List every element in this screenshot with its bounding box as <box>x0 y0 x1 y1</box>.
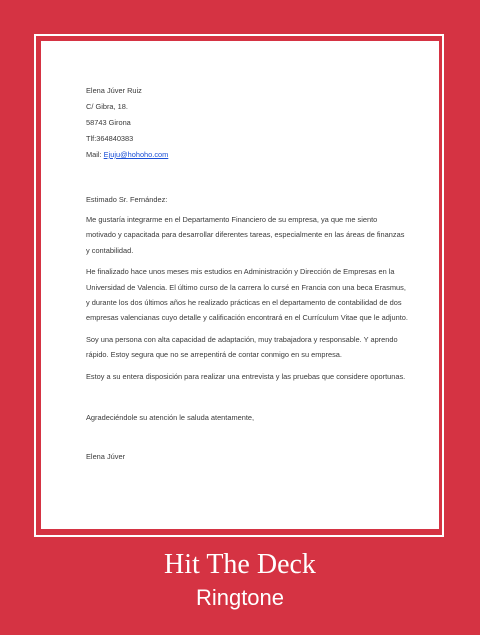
greeting: Estimado Sr. Fernández: <box>86 195 168 204</box>
caption-title: Hit The Deck <box>164 549 316 580</box>
letter-body <box>86 83 408 465</box>
paragraph-1: Me gustaría integrarme en el Departamento Financiero de su empresa, ya que me siento motivado y capacitada para desarrollar diferentes tareas, especialmente en las áreas de finanzas y contabilidad. <box>86 215 405 255</box>
paragraph-4: Estoy a su entera disposición para realizar una entrevista y las pruebas que considere oportunas. <box>86 371 406 381</box>
paragraph-3: Soy una persona con alta capacidad de adaptación, muy trabajadora y responsable. Y aprendo rápido. Estoy segura que no se arrepentirá de contar conmigo en su empresa. <box>86 334 398 360</box>
paragraph-2: He finalizado hace unos meses mis estudios en Administración y Dirección de Empresas en la Universidad de Valencia. El último curso de la carrera lo cursé en Francia con una beca Erasmus, y durante los dos últimos años he realizado prácticas en el departamento de contabilidad de dos empresas valencianas cuyo detalle y calificación encontrará en el Currículum Vitae que le adjunto. <box>86 267 408 323</box>
email-line <box>86 147 408 163</box>
email-label: Mail: <box>86 150 102 159</box>
closing: Agradeciéndole su atención le saluda atentamente, <box>86 413 255 423</box>
sender-name: Elena Júver Ruiz <box>86 86 142 95</box>
address-line-1: C/ Gibra, 18. <box>86 102 128 111</box>
caption-subtitle: Ringtone <box>195 585 285 610</box>
signature: Elena Júver <box>86 452 126 462</box>
sender-address-block <box>86 83 408 163</box>
letter-page <box>41 41 439 529</box>
phone-number: Tlf:364840383 <box>86 134 134 143</box>
address-line-2: 58743 Girona <box>86 118 131 127</box>
email-link[interactable]: Ejuju@hohoho.com <box>103 150 169 159</box>
